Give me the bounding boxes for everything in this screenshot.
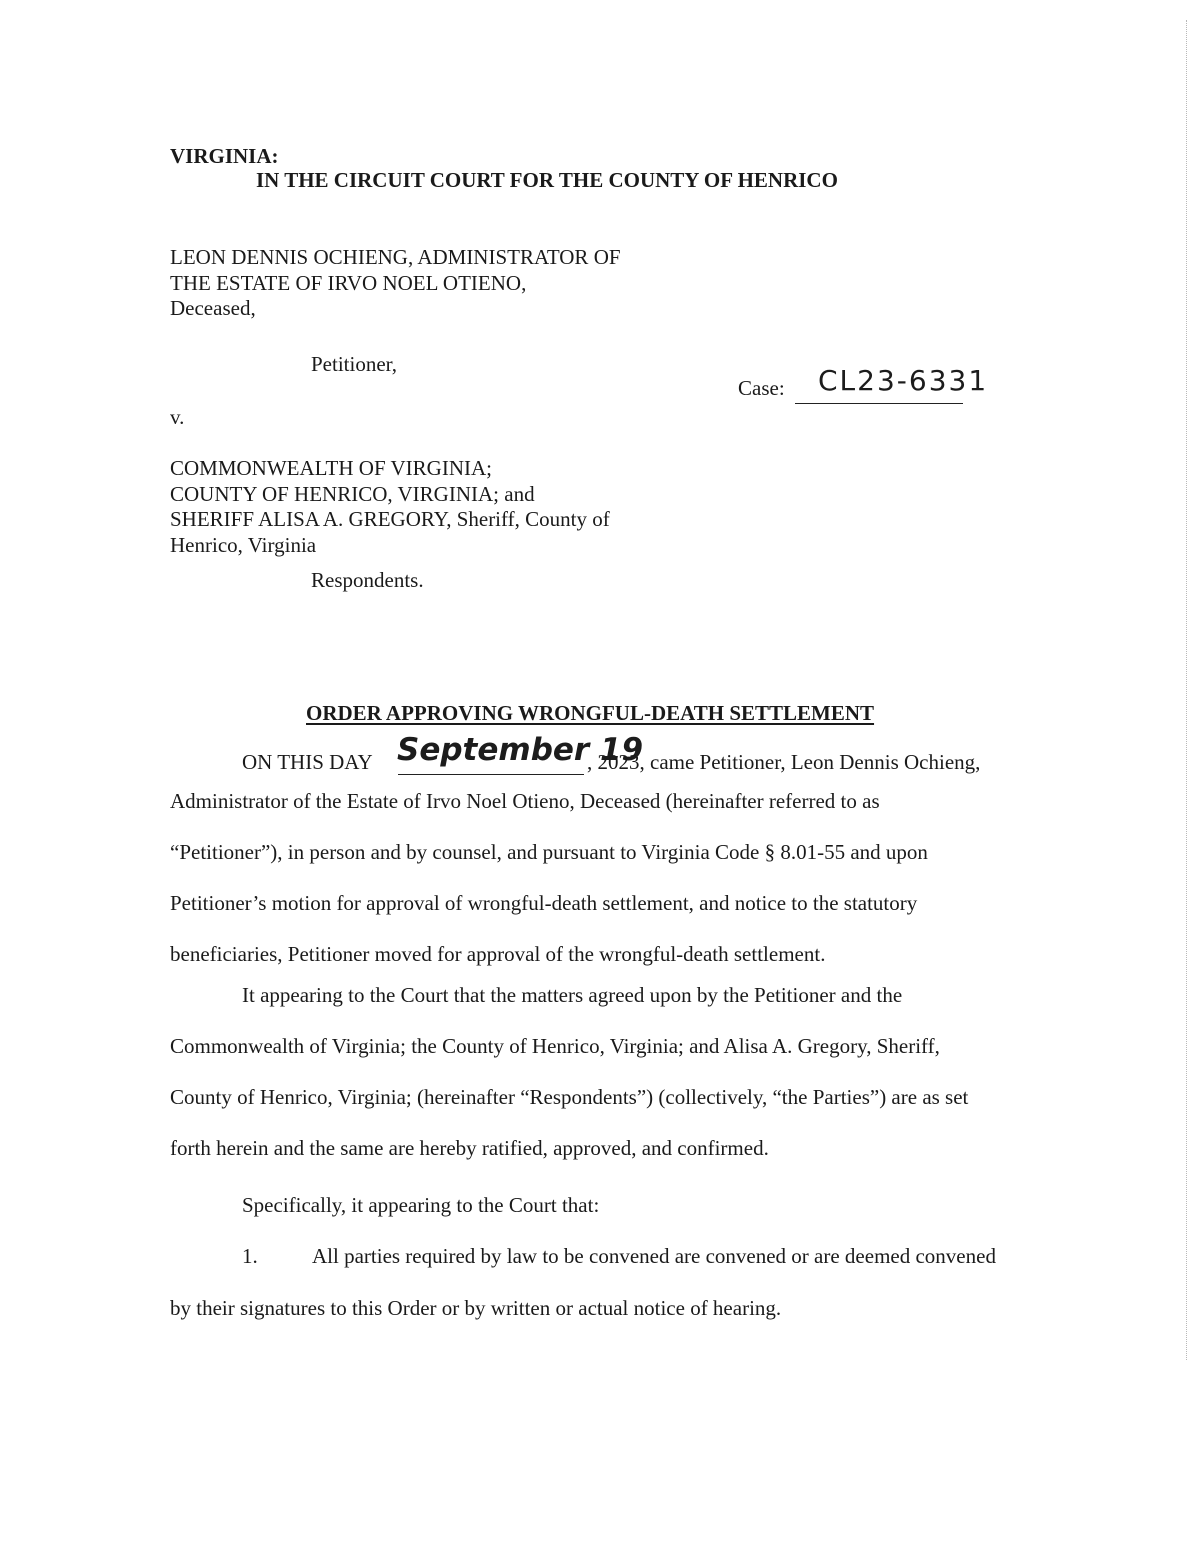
- respondents-role: Respondents.: [311, 568, 424, 592]
- paragraph-2-line: Commonwealth of Virginia; the County of Henrico, Virginia; and Alisa A. Gregory, Sheriff,: [170, 1034, 940, 1058]
- paragraph-2: [170, 1021, 968, 1174]
- paragraph-2-line: forth herein and the same are hereby ratified, approved, and confirmed.: [170, 1136, 769, 1160]
- paragraph-1-line: Administrator of the Estate of Irvo Noel Otieno, Deceased (hereinafter referred to as: [170, 789, 880, 813]
- petitioner-line-3: Deceased,: [170, 296, 256, 320]
- item-1-first-line: All parties required by law to be convened are convened or are deemed convened: [312, 1244, 996, 1268]
- intro-prefix: ON THIS DAY: [242, 750, 373, 774]
- paragraph-1-line: Petitioner’s motion for approval of wrongful-death settlement, and notice to the statutory: [170, 891, 918, 915]
- petitioner-line-1: LEON DENNIS OCHIENG, ADMINISTRATOR OF: [170, 245, 621, 269]
- petitioner-line-2: THE ESTATE OF IRVO NOEL OTIENO,: [170, 271, 527, 295]
- date-handwritten: September 19: [397, 732, 644, 768]
- header-state: VIRGINIA:: [170, 144, 279, 168]
- case-label: Case:: [738, 376, 785, 400]
- petitioner-role: Petitioner,: [311, 352, 398, 376]
- scan-edge-line: [1186, 20, 1187, 1360]
- paragraph-2-line: County of Henrico, Virginia; (hereinafter “Respondents”) (collectively, “the Parties”) are as set: [170, 1085, 969, 1109]
- case-number-underline: [795, 403, 963, 404]
- respondent-line-2: COUNTY OF HENRICO, VIRGINIA; and: [170, 482, 535, 506]
- item-1-rest: by their signatures to this Order or by written or actual notice of hearing.: [170, 1296, 782, 1320]
- header-court: IN THE CIRCUIT COURT FOR THE COUNTY OF HENRICO: [256, 168, 838, 192]
- date-underline: [398, 774, 584, 775]
- respondent-line-3: SHERIFF ALISA A. GREGORY, Sheriff, County of: [170, 507, 610, 531]
- paragraph-2-first-line: It appearing to the Court that the matters agreed upon by the Petitioner and the: [242, 983, 903, 1007]
- intro-suffix: , 2023, came Petitioner, Leon Dennis Ochieng,: [587, 750, 981, 774]
- paragraph-1-line: “Petitioner”), in person and by counsel, and pursuant to Virginia Code § 8.01-55 and upon: [170, 840, 928, 864]
- paragraph-3: Specifically, it appearing to the Court that:: [242, 1193, 600, 1217]
- respondent-line-4: Henrico, Virginia: [170, 533, 317, 557]
- paragraph-1: [170, 776, 928, 980]
- versus: v.: [170, 405, 185, 429]
- order-title: ORDER APPROVING WRONGFUL-DEATH SETTLEMENT: [306, 701, 875, 725]
- paragraph-1-line: beneficiaries, Petitioner moved for approval of the wrongful-death settlement.: [170, 942, 826, 966]
- respondent-line-1: COMMONWEALTH OF VIRGINIA;: [170, 456, 493, 480]
- case-number-handwritten: CL23-6331: [818, 364, 989, 397]
- item-1-number: 1.: [242, 1244, 258, 1268]
